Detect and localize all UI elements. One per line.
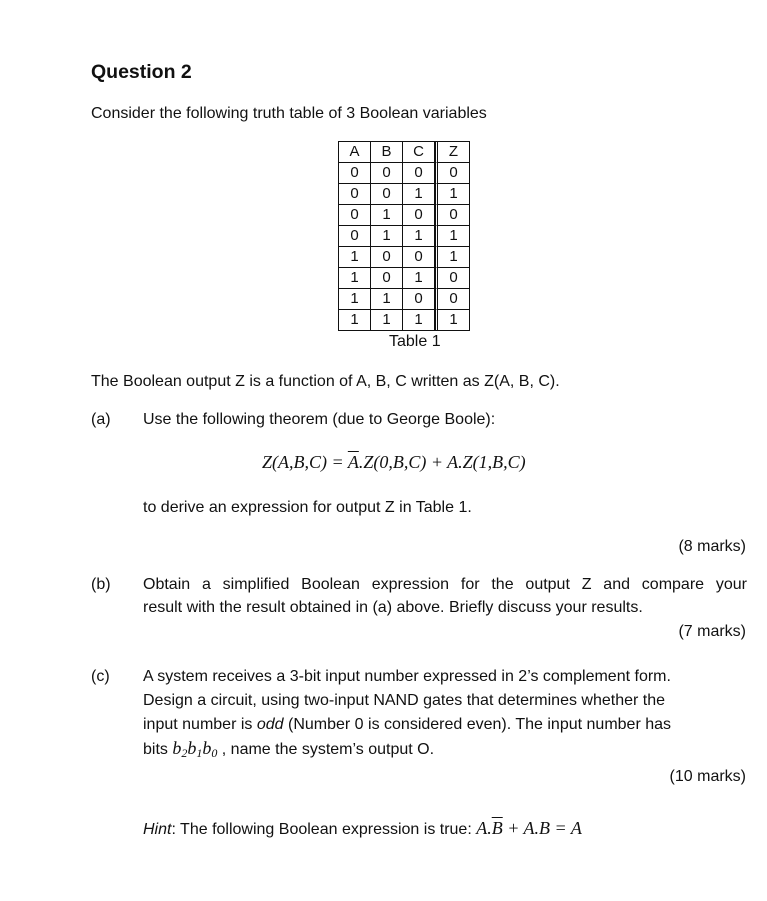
part-c-line4 [143, 737, 434, 765]
hint-label: Hint [143, 821, 172, 838]
bit-b: b [187, 738, 197, 758]
table-header-cell: C [403, 142, 435, 163]
hint-expr-pre: A. [476, 818, 492, 838]
part-c-line1: A system receives a 3-bit input number expressed in 2’s complement form. [143, 668, 671, 685]
table-cell: 0 [371, 163, 403, 184]
question-title: Question 2 [91, 61, 192, 83]
table-cell: 1 [403, 310, 435, 330]
table-cell: 0 [403, 289, 435, 310]
bit-b: b [172, 738, 182, 758]
theorem-rhs: .Z(0,B,C) + A.Z(1,B,C) [358, 452, 526, 472]
hint-expr-post: + A.B = A [502, 818, 582, 838]
table-cell: 0 [435, 289, 469, 310]
part-c-line4-post: , name the system’s output O. [217, 741, 435, 758]
table-cell: 1 [403, 184, 435, 205]
table-header-cell: A [339, 142, 371, 163]
table-row [339, 205, 469, 226]
table-cell: 0 [339, 205, 371, 226]
table-cell: 0 [371, 184, 403, 205]
table-cell: 1 [435, 226, 469, 247]
table-cell: 1 [435, 310, 469, 330]
part-c-line3-pre: input number is [143, 716, 257, 733]
table-row [339, 247, 469, 268]
part-c-line2: Design a circuit, using two-input NAND gates that determines whether the [143, 692, 666, 709]
table-cell: 0 [435, 205, 469, 226]
hint-text: : The following Boolean expression is true: [171, 821, 477, 838]
intro-text: Consider the following truth table of 3 Boolean variables [91, 105, 487, 122]
function-statement: The Boolean output Z is a function of A, B, C written as Z(A, B, C). [91, 373, 560, 390]
table-row [339, 310, 469, 330]
bit-sub-0: 0 [211, 746, 218, 760]
table-row [339, 184, 469, 205]
table-cell: 0 [339, 163, 371, 184]
table-caption: Table 1 [389, 333, 441, 350]
table-header-cell: B [371, 142, 403, 163]
table-cell: 0 [371, 247, 403, 268]
part-a-label: (a) [91, 411, 111, 428]
table-header-row [339, 142, 469, 163]
part-b-line1: Obtain a simplified Boolean expression for the output Z and compare your [143, 576, 747, 593]
table-header-cell: Z [435, 142, 469, 163]
part-c-label: (c) [91, 668, 110, 685]
table-cell: 0 [339, 226, 371, 247]
table-cell: 0 [371, 268, 403, 289]
part-b-line2: result with the result obtained in (a) above. Briefly discuss your results. [143, 599, 643, 616]
table-cell: 1 [371, 205, 403, 226]
table-cell: 1 [371, 226, 403, 247]
part-a-followup: to derive an expression for output Z in Table 1. [143, 499, 472, 516]
table-cell: 0 [435, 163, 469, 184]
part-b-label: (b) [91, 576, 111, 593]
table-cell: 0 [339, 184, 371, 205]
table-cell: 1 [435, 247, 469, 268]
part-a-marks: (8 marks) [678, 538, 746, 555]
part-a-text: Use the following theorem (due to George Boole): [143, 411, 496, 428]
part-c-line3 [143, 713, 671, 736]
table-cell: 1 [435, 184, 469, 205]
table-cell: 0 [403, 205, 435, 226]
table-row [339, 289, 469, 310]
bit-sub-1: 1 [196, 746, 203, 760]
hint-line [143, 817, 582, 841]
table-row [339, 268, 469, 289]
hint-expression [476, 818, 582, 838]
table-cell: 1 [339, 289, 371, 310]
part-c-line3-post: (Number 0 is considered even). The input number has [283, 716, 672, 733]
odd-emphasis: odd [256, 716, 284, 733]
table-cell: 1 [371, 310, 403, 330]
table-cell: 0 [435, 268, 469, 289]
bits-expression [172, 738, 217, 758]
bit-b: b [202, 738, 212, 758]
table-cell: 0 [403, 247, 435, 268]
table-cell: 1 [403, 268, 435, 289]
table-cell: 1 [371, 289, 403, 310]
table-cell: 0 [403, 163, 435, 184]
table-cell: 1 [339, 310, 371, 330]
theorem-a-bar: $\overline{A}$ [347, 452, 359, 472]
table-cell: 1 [403, 226, 435, 247]
part-b-marks: (7 marks) [678, 623, 746, 640]
truth-table [338, 141, 470, 331]
bit-sub-2: 2 [181, 746, 188, 760]
hint-b-bar: $\overline{B}$ [491, 818, 503, 838]
table-cell: 1 [339, 247, 371, 268]
theorem-lhs: Z(A,B,C) = [262, 452, 348, 472]
table-cell: 1 [339, 268, 371, 289]
boole-theorem [262, 452, 526, 473]
table-row [339, 226, 469, 247]
part-c-line4-pre: bits [143, 741, 173, 758]
table-row [339, 163, 469, 184]
part-c-marks: (10 marks) [669, 768, 746, 785]
